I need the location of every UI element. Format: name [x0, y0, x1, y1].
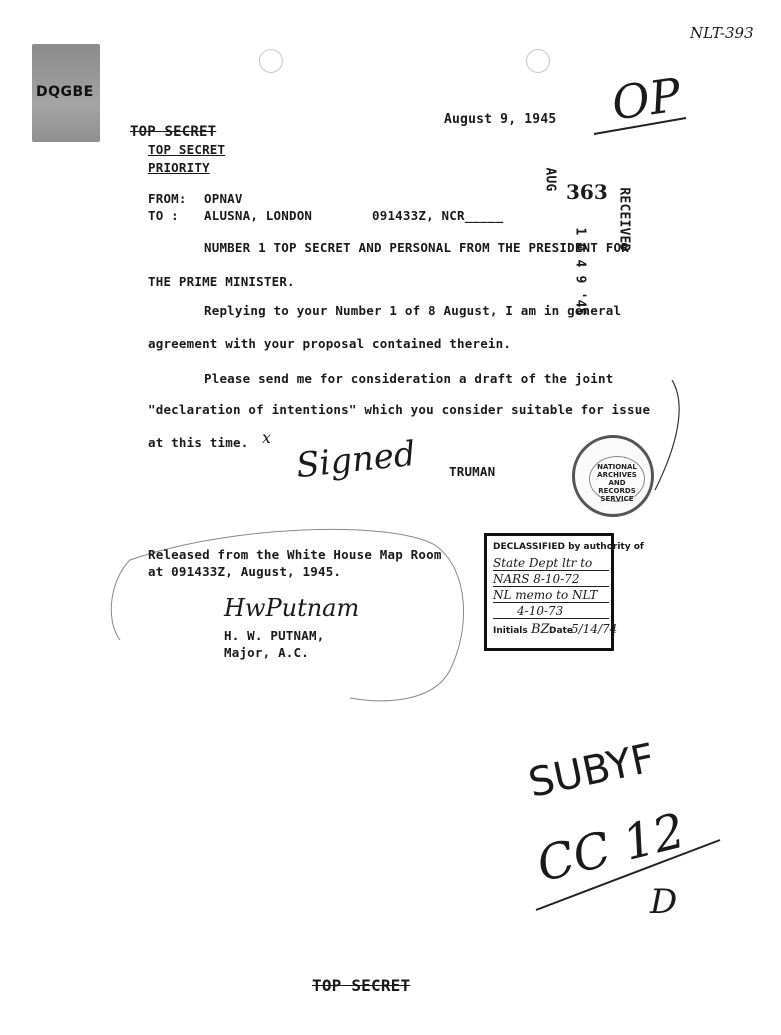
- from-value: OPNAV: [204, 191, 243, 206]
- declassified-initials-value: BZ: [531, 622, 550, 637]
- signer-name: TRUMAN: [449, 464, 496, 479]
- declassified-date-value: 5/14/74: [571, 622, 618, 636]
- declassified-line-3: NARS 8-10-72: [493, 572, 580, 586]
- putnam-rank: Major, A.C.: [224, 645, 309, 660]
- declassified-initials-label: Initials: [493, 626, 528, 636]
- cc-mark: D: [650, 882, 678, 922]
- body-line-4: agreement with your proposal contained therein.: [148, 336, 512, 351]
- cc-code: CC 12: [531, 802, 691, 894]
- punch-hole-left: [259, 49, 283, 73]
- body-line-5: Please send me for consideration a draft of the joint: [204, 371, 614, 386]
- document-reference-number: NLT-393: [690, 24, 754, 42]
- received-stamp-number: 363: [566, 180, 608, 204]
- declassified-line-5: 4-10-73: [517, 604, 564, 618]
- classification: TOP SECRET: [148, 142, 226, 157]
- to-value: ALUSNA, LONDON: [204, 208, 313, 223]
- from-label: FROM:: [148, 191, 187, 206]
- body-line-3: Replying to your Number 1 of 8 August, I am in general: [204, 303, 622, 318]
- declassified-line-2: State Dept ltr to: [493, 556, 593, 570]
- check-mark: x: [262, 428, 272, 447]
- received-stamp-date: 1 0 4 9 '45: [572, 227, 588, 316]
- document-date: August 9, 1945: [444, 112, 557, 127]
- to-label: TO :: [148, 208, 179, 223]
- classification-struck: TOP SECRET: [130, 124, 217, 140]
- op-underline-mark: [590, 100, 690, 140]
- footer-classification: TOP SECRET: [312, 976, 411, 995]
- received-stamp-month: AUG: [542, 167, 558, 192]
- priority: PRIORITY: [148, 160, 210, 175]
- declassified-stamp: [484, 533, 644, 651]
- body-line-7: at this time.: [148, 435, 249, 450]
- date-time-group: 091433Z, NCR_____: [372, 208, 504, 223]
- archives-stamp-text: NATIONAL ARCHIVES AND RECORDS SERVICE: [597, 463, 637, 503]
- received-stamp-word: RECEIVED: [616, 187, 632, 252]
- declassified-line-1: DECLASSIFIED by authority of: [493, 542, 644, 552]
- declassified-line-4: NL memo to NLT: [493, 588, 598, 602]
- declassified-date-label: Date: [549, 626, 573, 636]
- op-initials: OP: [608, 67, 685, 131]
- body-line-1: NUMBER 1 TOP SECRET AND PERSONAL FROM THE PRESIDENT FOR: [204, 240, 629, 255]
- putnam-name: H. W. PUTNAM,: [224, 628, 325, 643]
- released-line-2: at 091433Z, August, 1945.: [148, 564, 342, 579]
- subject-code: SUBYF: [524, 735, 659, 807]
- body-line-6: "declaration of intentions" which you consider suitable for issue: [148, 402, 651, 417]
- released-line-1: Released from the White House Map Room: [148, 547, 442, 562]
- putnam-signature: HwPutnam: [224, 594, 360, 622]
- body-line-2: THE PRIME MINISTER.: [148, 274, 295, 289]
- punch-hole-right: [526, 49, 550, 73]
- cc-underline: [530, 830, 730, 920]
- signed-handwriting: Signed: [294, 433, 418, 487]
- archive-tag-label: DQGBE: [36, 84, 94, 100]
